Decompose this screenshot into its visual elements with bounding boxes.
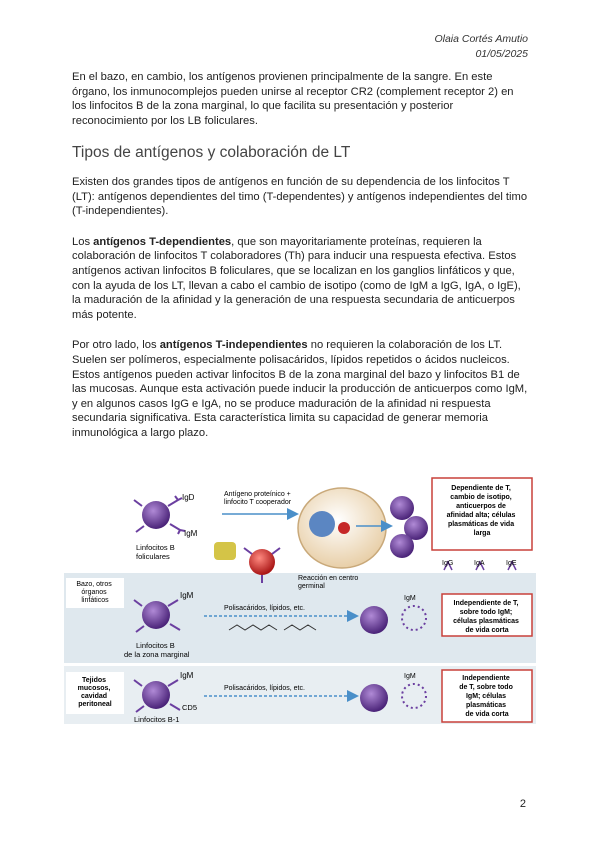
plasma-cell — [360, 684, 388, 712]
label-igm-b1: IgM — [180, 671, 194, 680]
b1-cell — [142, 681, 170, 709]
output-igm-marginal: IgM — [404, 595, 416, 602]
isotype-igg: IgG — [442, 560, 454, 567]
result-text-t-dependent: Dependiente de T, cambio de isotipo, anticuerpos de afinidad alta; células plasmáticas de vida larga — [446, 485, 516, 537]
follicular-b-cell — [142, 501, 170, 529]
germinal-center-label: Reacción en centro germinal — [298, 575, 359, 590]
author-name: Olaia Cortés Amutio — [434, 33, 528, 45]
label-igm-marginal: IgM — [180, 591, 194, 600]
output-igm-b1: IgM — [404, 673, 416, 680]
antigen-label-polysaccharide-b1: Polisacáridos, lípidos, etc. — [224, 685, 305, 692]
cell-label-marginal: Linfocitos B de la zona marginal — [124, 641, 190, 659]
label-cd5: CD5 — [182, 703, 198, 712]
isotype-ige: IgE — [506, 560, 517, 567]
antigen-response-figure — [64, 470, 536, 724]
paragraph-spleen: En el bazo, en cambio, los antígenos provienen principalmente de la sangre. En este órgano, los inmunocomplejos pueden unirse al receptor CR2 (complement receptor 2) en los linfocitos B de la zona marginal, lo que facilita su presentación y posterior reconocimiento por los LB foliculares. — [72, 71, 514, 127]
result-text-marginal: Independiente de T, sobre todo IgM; células plasmáticas de vida corta — [453, 600, 519, 634]
term-t-dependent: antígenos T-dependientes — [93, 235, 232, 248]
isotype-iga: IgA — [474, 560, 485, 567]
plasma-cell — [390, 496, 414, 520]
cell-label-b1: Linfocitos B-1 — [134, 715, 180, 724]
plasma-cell — [360, 606, 388, 634]
helper-t-cell — [249, 549, 275, 575]
page-header — [434, 32, 528, 62]
cell-label-follicular: Linfocitos B foliculares — [136, 543, 175, 561]
side-label-lymphoid: Bazo, otros órganos linfáticos — [76, 581, 112, 604]
antigen-label-polysaccharide: Polisacáridos, lípidos, etc. — [224, 605, 305, 612]
term-t-independent: antígenos T-independientes — [159, 339, 308, 352]
antigen-label-protein: Antígeno proteínico + linfocito T cooperador — [224, 491, 292, 506]
side-label-mucosal: Tejidos mucosos, cavidad peritoneal — [77, 677, 112, 708]
marginal-zone-b-cell — [142, 601, 170, 629]
plasma-cell — [390, 534, 414, 558]
paragraph-antigen-types: Existen dos grandes tipos de antígenos en función de su dependencia de los linfocitos T (LT): antígenos dependientes del timo (T-dependentes) y antígenos independientes del timo (T-independientes). — [72, 175, 528, 218]
header-date: 01/05/2025 — [475, 48, 528, 60]
section-heading: Tipos de antígenos y colaboración de LT — [72, 144, 351, 162]
result-text-b1: Independiente de T, sobre todo IgM; células plasmáticas de vida corta — [459, 675, 513, 718]
label-igm: IgM — [184, 529, 198, 538]
paragraph-t-dependent: Los antígenos T-dependientes, que son mayoritariamente proteínas, requieren la colaboración de linfocitos T colaboradores (Th) para inducir una respuesta efectiva. Estos antígenos activan linfocitos B foliculares, que se localizan en los ganglios linfáticos y que, con la ayuda de los LT, llevan a cabo el cambio de isotipo (como de IgM a IgG, IgA, o IgE), la maduración de la afinidad y la generación de una respuesta secundaria de anticuerpos más potente. — [72, 235, 521, 321]
protein-antigen — [214, 542, 236, 560]
paragraph-t-independent: Por otro lado, los antígenos T-independientes no requieren la colaboración de los LT. Suelen ser polímeros, especialmente polisacáridos, lípidos repetidos o ácidos nucleicos. Estos antígenos pueden activar linfocitos B de la zona marginal del bazo y linfocitos B1 de las mucosas. Aunque esta activación puede inducir la producción de anticuerpos como IgM, y en algunos casos IgG e IgA, no se produce maduración de la afinidad ni respuesta secundaria significativa. Esta característica limita su capacidad de generar memoria inmunológica a largo plazo. — [72, 339, 528, 439]
label-igd: IgD — [182, 493, 195, 502]
page-number: 2 — [519, 798, 526, 810]
document-body — [72, 70, 530, 456]
